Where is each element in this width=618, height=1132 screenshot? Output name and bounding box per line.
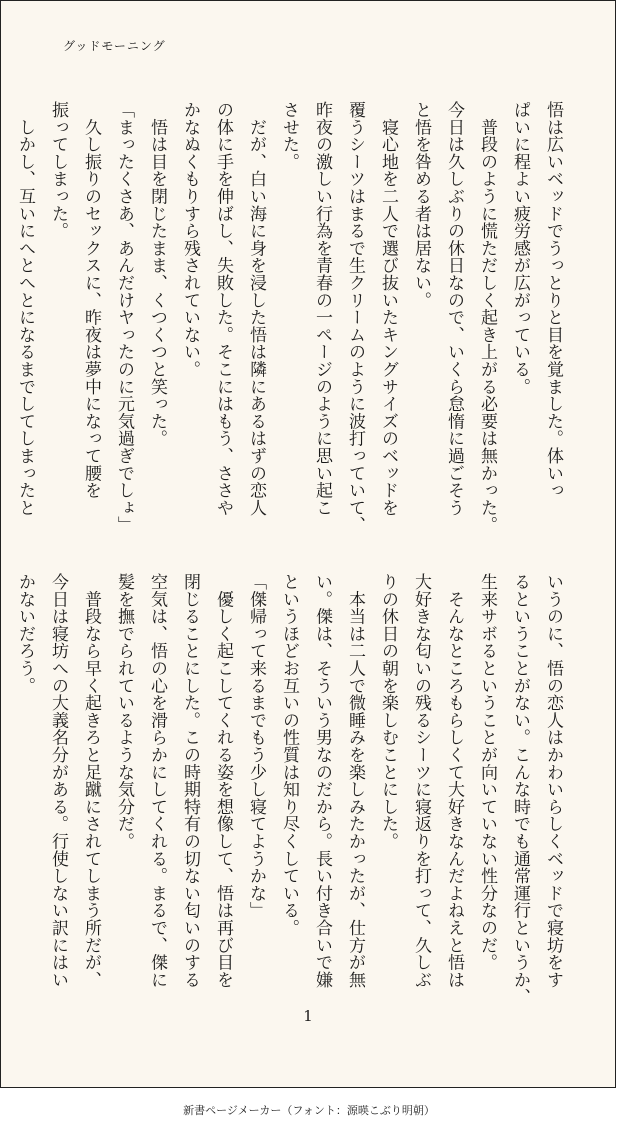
text-line: 髪を撫でられているような気分だ。 [114, 573, 134, 850]
text-line: りの休日の朝を楽しむことにした。 [378, 573, 398, 850]
text-line: 「まったくさあ、あんだけヤったのに元気過ぎでしょ」 [114, 101, 134, 534]
text-line: 今日は寝坊への大義名分がある。行使しない訳にはい [48, 573, 68, 989]
text-line: 「傑帰って来るまでもう少し寝てようかな」 [246, 573, 266, 919]
text-line: しかし、互いにへとへとになるまでしてしまったと [15, 101, 35, 517]
chapter-title: グッドモーニング [63, 39, 166, 53]
text-line: 寝心地を二人で選び抜いたキングサイズのベッドを [378, 101, 398, 517]
text-line: 普段のように慌ただしく起き上がる必要は無かった。 [477, 101, 497, 534]
text-line: 今日は久しぶりの休日なので、いくら怠惰に過ごそう [444, 101, 464, 517]
text-line: 覆うシーツはまるで生クリームのように波打っていて、 [345, 101, 365, 534]
text-line: 閉じることにした。この時期特有の切ない匂いのする [180, 573, 200, 989]
text-line: だが、白い海に身を浸した悟は隣にあるはずの恋人 [246, 101, 266, 517]
footer-credit: 新書ページメーカー（フォント：源暎こぶり明朝） [183, 1104, 435, 1117]
text-line: 大好きな匂いの残るシーツに寝返りを打って、久しぶ [411, 573, 431, 989]
text-line: そんなところもらしくて大好きなんだよねえと悟は [444, 573, 464, 989]
text-line: い。傑は、そういう男なのだから。長い付き合いで嫌 [312, 573, 332, 989]
text-line: というほどお互いの性質は知り尽くしている。 [279, 573, 299, 937]
text-line: るということがない。こんな時でも通常運行というか、 [510, 573, 530, 1006]
text-line: の体に手を伸ばし、失敗した。そこにはもう、ささや [213, 101, 233, 517]
text-line: 空気は、悟の心を滑らかにしてくれる。まるで、傑に [147, 573, 167, 989]
text-line: 振ってしまった。 [48, 101, 68, 240]
text-line: 本当は二人で微睡みを楽しみたかったが、仕方が無 [345, 573, 365, 989]
text-block-bottom [15, 573, 569, 1006]
text-line: 悟は目を閉じたまま、くつくつと笑った。 [147, 101, 167, 447]
text-line: 久し振りのセックスに、昨夜は夢中になって腰を [81, 101, 101, 499]
text-line: 昨夜の激しい行為を青春の一ページのように思い起こ [312, 101, 332, 517]
text-line: 優しく起こしてくれる姿を想像して、悟は再び目を [213, 573, 233, 989]
page-number: 1 [303, 1007, 313, 1025]
text-line: と悟を咎める者は居ない。 [411, 101, 431, 309]
text-line: させた。 [279, 101, 299, 171]
text-line: 悟は広いベッドでうっとりと目を覚ました。体いっ [543, 101, 563, 499]
text-line: ぱいに程よい疲労感が広がっている。 [510, 101, 530, 396]
text-line: 生来サボるということが向いていない性分なのだ。 [477, 573, 497, 971]
text-line: いうのに、悟の恋人はかわいらしくベッドで寝坊をす [543, 573, 563, 989]
text-line: かなぬくもりすら残されていない。 [180, 101, 200, 378]
text-line: かないだろう。 [15, 573, 35, 695]
text-block-top [15, 101, 569, 534]
text-line: 普段なら早く起きろと足蹴にされてしまう所だが、 [81, 573, 101, 989]
